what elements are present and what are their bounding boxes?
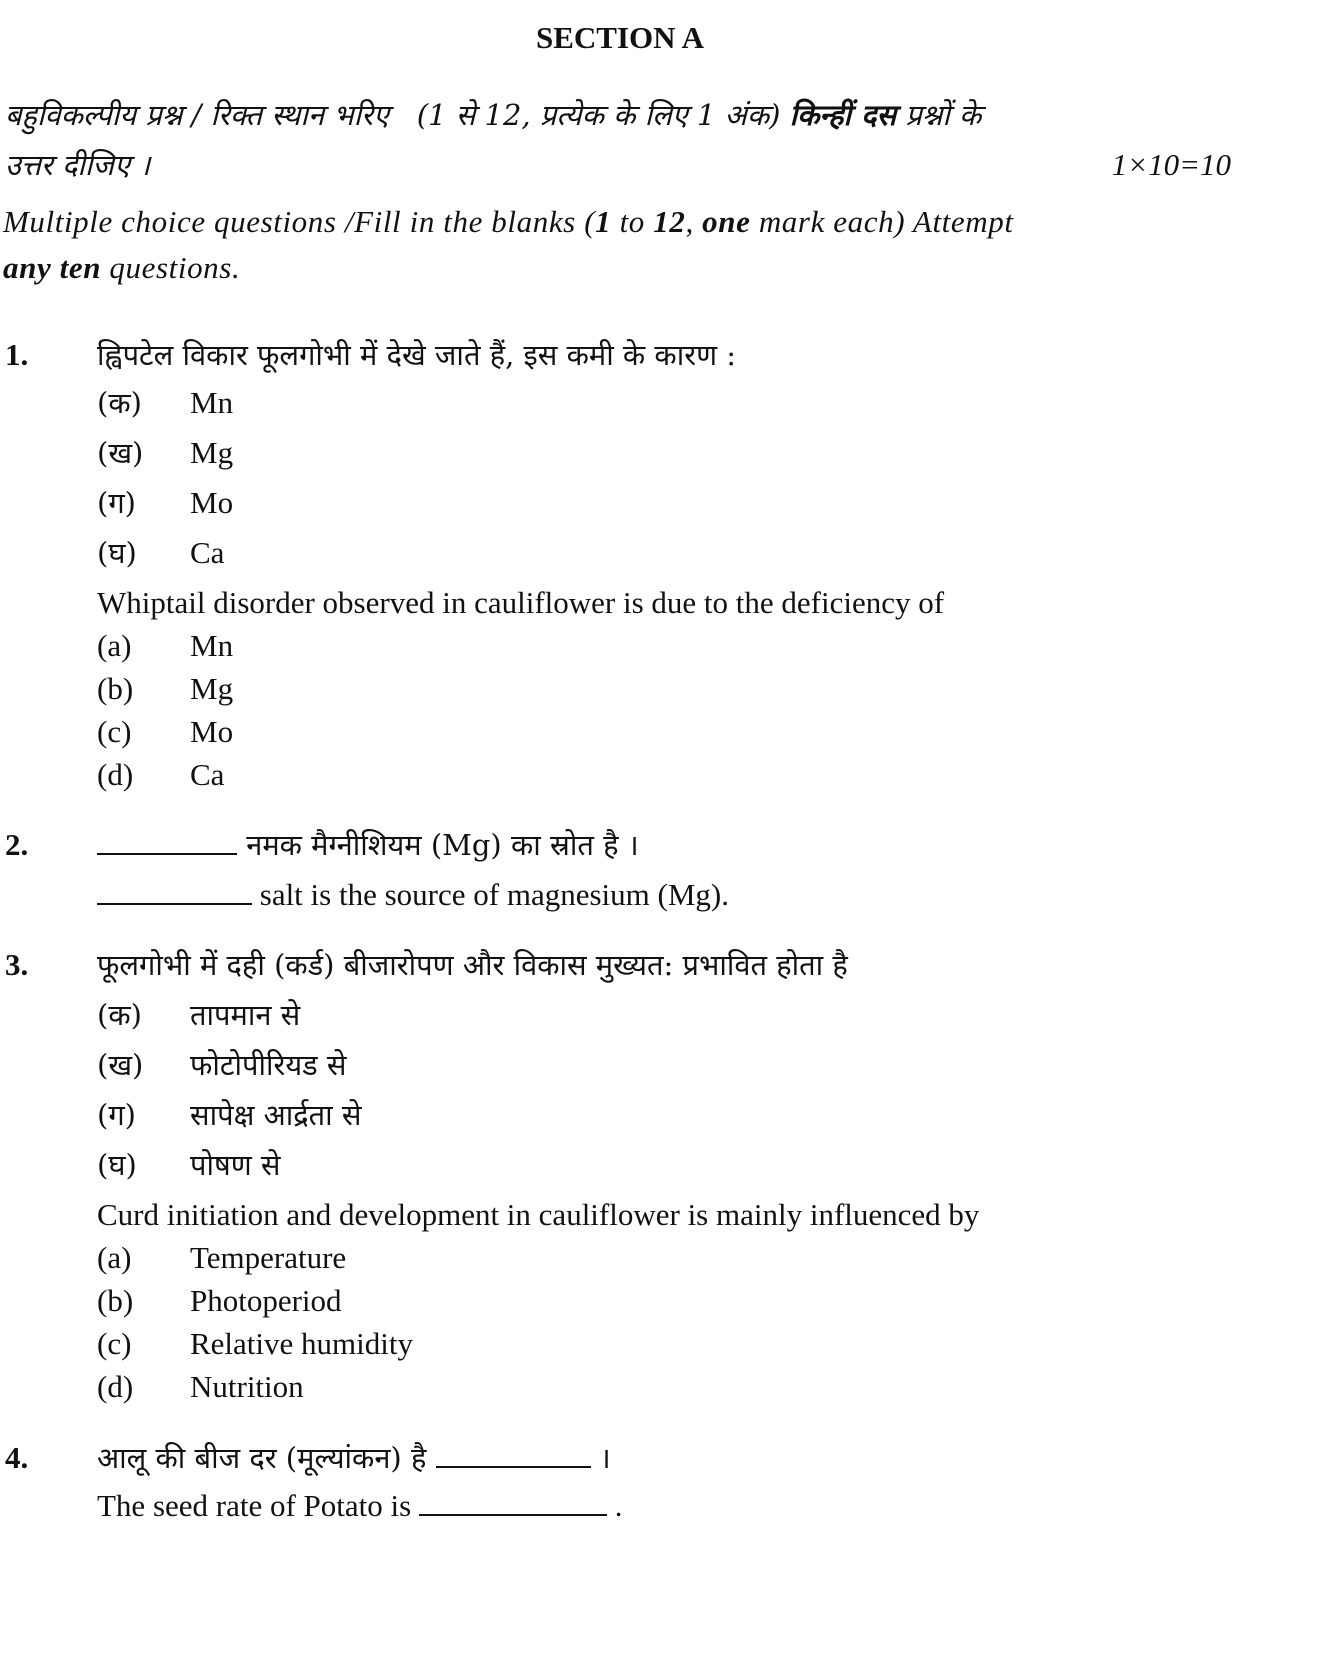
instructions-english-line1 [3, 204, 1014, 240]
option-label: (d) [97, 757, 134, 792]
option-text: Mn [190, 385, 234, 420]
instructions-hindi-line1 [5, 97, 981, 133]
option-text: Mo [190, 714, 234, 749]
option-text: Mo [190, 485, 234, 520]
question-text-hindi [97, 827, 639, 863]
question-text-hindi: फूलगोभी में दही (कर्ड) बीजारोपण और विकास मुख्यत: प्रभावित होता है [97, 948, 848, 982]
option-text: पोषण से [190, 1148, 281, 1182]
question-text-english: Curd initiation and development in cauliflower is mainly influenced by [97, 1197, 980, 1232]
option-text: Mn [190, 628, 234, 663]
instructions-text: any ten [3, 250, 102, 285]
answer-blank [97, 827, 237, 855]
option-label: (घ) [97, 536, 137, 570]
question-end-mark: । [599, 1441, 611, 1475]
option-text: Ca [190, 757, 225, 792]
instructions-text: 12 [653, 204, 686, 239]
option-text: Photoperiod [190, 1283, 342, 1318]
option-label: (क) [97, 998, 142, 1032]
option-label: (c) [97, 714, 132, 749]
option-label: (b) [97, 671, 134, 706]
instructions-text: , [685, 204, 703, 239]
option-label: (क) [97, 386, 142, 420]
option-label: (c) [97, 1326, 132, 1361]
instructions-english-line2 [3, 250, 240, 286]
question-number: 4. [5, 1440, 29, 1475]
option-label: (b) [97, 1283, 134, 1318]
option-label: (d) [97, 1369, 134, 1404]
option-label: (ग) [97, 486, 136, 520]
question-text-hindi: ह्विपटेल विकार फूलगोभी में देखे जाते हैं, इस कमी के कारण : [97, 338, 737, 372]
question-text-english [97, 877, 729, 913]
instructions-text: mark each) Attempt [750, 204, 1014, 239]
instructions-text: one [702, 204, 751, 239]
answer-blank [97, 877, 252, 905]
option-label: (घ) [97, 1148, 137, 1182]
option-label: (a) [97, 628, 132, 663]
option-text: Mg [190, 671, 234, 706]
question-end-mark: . [614, 1488, 623, 1523]
question-text-english [97, 1488, 622, 1524]
question-text-hindi [97, 1440, 611, 1476]
option-text: Mg [190, 435, 234, 470]
instructions-text: 1 [595, 204, 612, 239]
instructions-text: questions. [101, 250, 241, 285]
instructions-text: Multiple choice questions /Fill in the blanks ( [3, 204, 596, 239]
option-label: (ख) [97, 436, 144, 470]
question-number: 3. [5, 947, 29, 982]
answer-blank [419, 1488, 607, 1516]
option-text: Temperature [190, 1240, 347, 1275]
option-label: (ग) [97, 1098, 136, 1132]
option-text: फोटोपीरियड से [190, 1048, 347, 1082]
section-title: SECTION A [536, 20, 704, 55]
option-text: Nutrition [190, 1369, 304, 1404]
question-text: The seed rate of Potato is [97, 1488, 412, 1523]
answer-blank [436, 1440, 591, 1468]
marks-label: 1×10=10 [1111, 147, 1231, 182]
question-number: 2. [5, 827, 29, 862]
instructions-text: (1 से 12, प्रत्येक के लिए 1 अंक) [416, 98, 781, 132]
question-text: नमक मैग्नीशियम (Mg) का स्रोत है । [246, 828, 639, 862]
instructions-text: to [611, 204, 654, 239]
instructions-hindi-line2: उत्तर दीजिए । [5, 148, 151, 182]
question-text: salt is the source of magnesium (Mg). [259, 877, 729, 912]
question-number: 1. [5, 337, 29, 372]
question-text: आलू की बीज दर (मूल्यांकन) है [97, 1441, 427, 1475]
option-text: Relative humidity [190, 1326, 413, 1361]
instructions-text: किन्हीं दस [789, 98, 897, 132]
question-text-english: Whiptail disorder observed in cauliflower is due to the deficiency of [97, 585, 945, 620]
instructions-text: प्रश्नों के [905, 98, 982, 132]
option-label: (a) [97, 1240, 132, 1275]
option-label: (ख) [97, 1048, 144, 1082]
option-text: Ca [190, 535, 225, 570]
option-text: तापमान से [190, 998, 301, 1032]
instructions-text: बहुविकल्पीय प्रश्न / रिक्त स्थान भरिए [5, 98, 390, 132]
option-text: सापेक्ष आर्द्रता से [190, 1098, 362, 1132]
